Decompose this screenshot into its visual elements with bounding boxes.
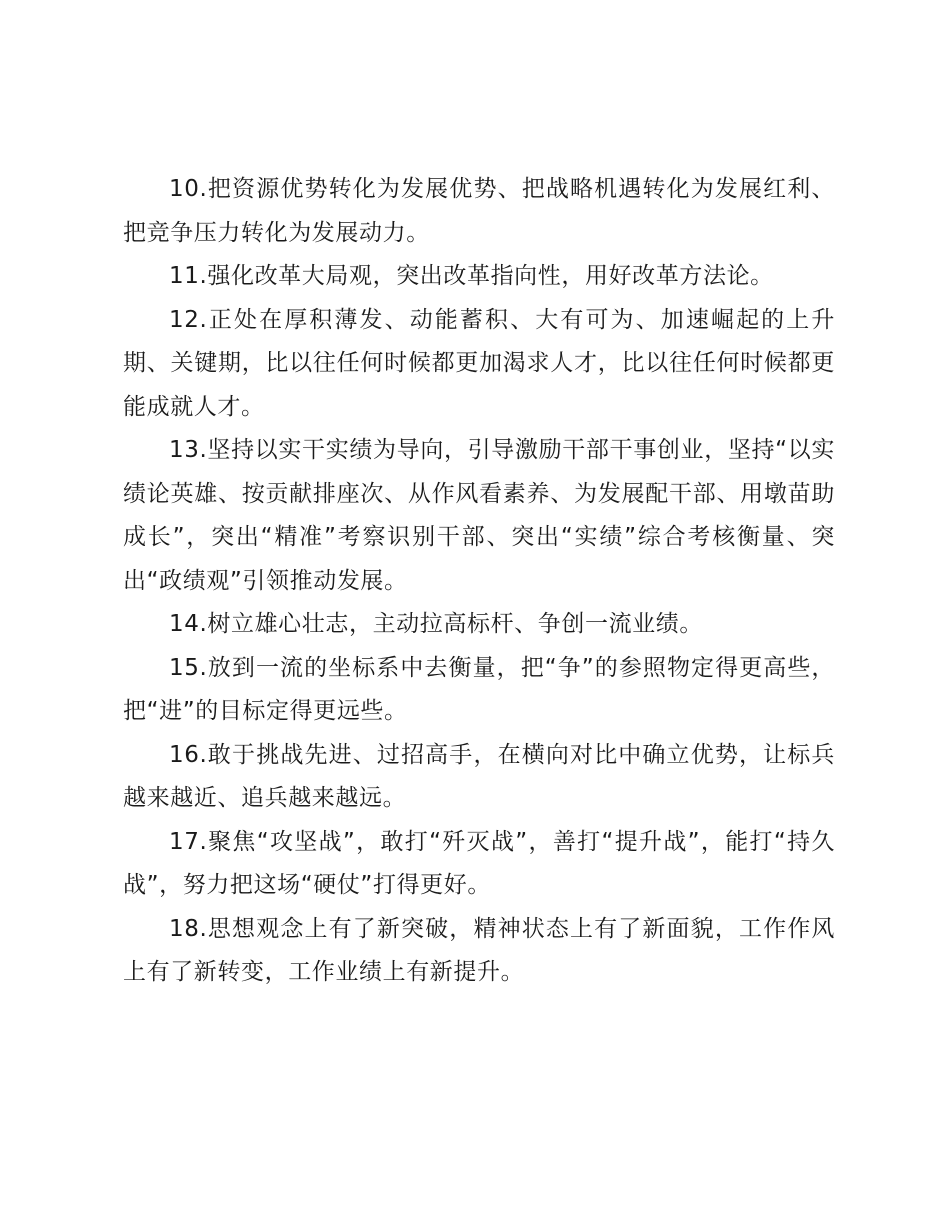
paragraph-18: 18.思想观念上有了新突破，精神状态上有了新面貌，工作作风上有了新转变，工作业绩上有新提升。 [123, 915, 835, 985]
paragraph-11: 11.强化改革大局观，突出改革指向性，用好改革方法论。 [169, 263, 774, 289]
paragraph-15: 15.放到一流的坐标系中去衡量，把“争”的参照物定得更高些，把“进”的目标定得更远些。 [123, 654, 835, 724]
paragraph-10: 10.把资源优势转化为发展优势、把战略机遇转化为发展红利、把竞争压力转化为发展动力。 [123, 176, 835, 246]
paragraph-16: 16.敢于挑战先进、过招高手，在横向对比中确立优势，让标兵越来越近、追兵越来越远。 [123, 741, 835, 811]
paragraph-14: 14.树立雄心壮志，主动拉高标杆、争创一流业绩。 [169, 611, 703, 637]
document-body [123, 168, 835, 995]
paragraph-13: 13.坚持以实干实绩为导向，引导激励干部干事创业，坚持“以实绩论英雄、按贡献排座次、从作风看素养、为发展配干部、用墩苗助成长”，突出“精准”考察识别干部、突出“实绩”综合考核衡量、突出“政绩观”引领推动发展。 [123, 437, 835, 594]
paragraph-17: 17.聚焦“攻坚战”，敢打“歼灭战”，善打“提升战”，能打“持久战”，努力把这场“硬仗”打得更好。 [123, 828, 835, 898]
paragraph-12: 12.正处在厚积薄发、动能蓄积、大有可为、加速崛起的上升期、关键期，比以往任何时候都更加渴求人才，比以往任何时候都更能成就人才。 [123, 306, 835, 420]
